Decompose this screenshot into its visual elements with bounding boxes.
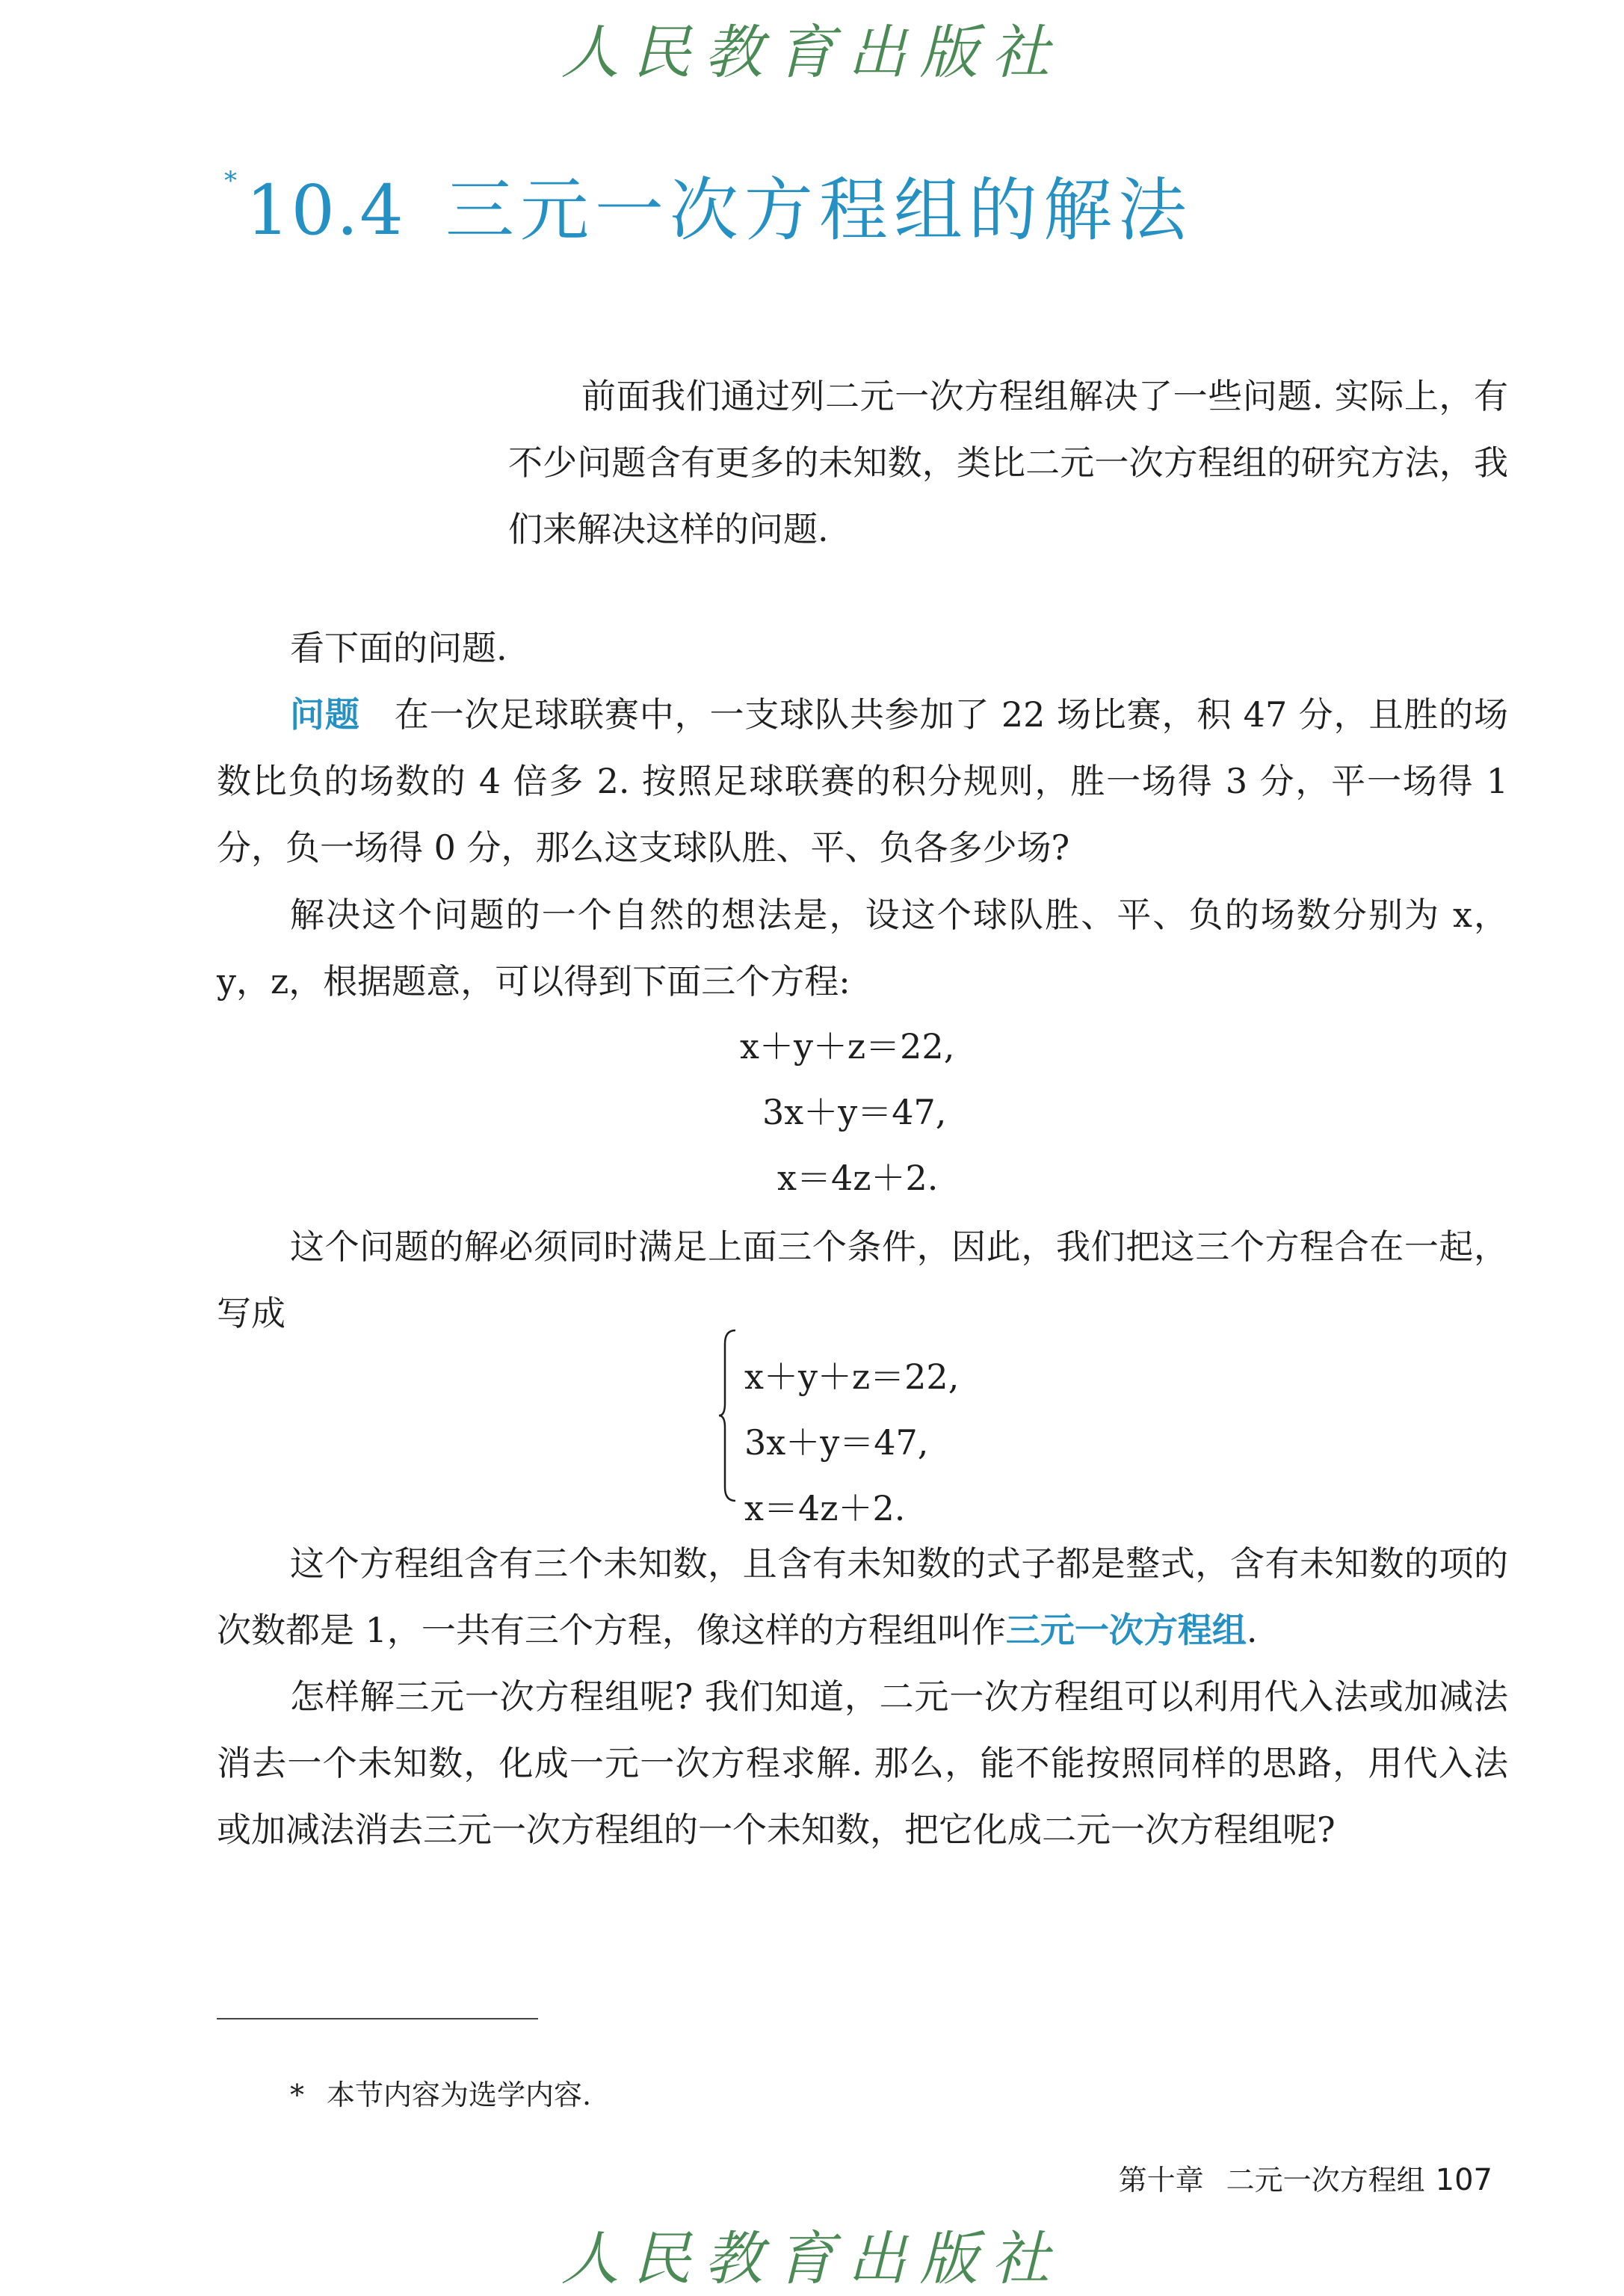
question-paragraph: 怎样解三元一次方程组呢? 我们知道，二元一次方程组可以利用代入法或加减法消去一个未知数，化成一元一次方程求解. 那么，能不能按照同样的思路，用代入法或加减法消去三元一次方程组的一个未知数，把它化成二元一次方程组呢? — [217, 1676, 1508, 1850]
combine-paragraph: 这个问题的解必须同时满足上面三个条件，因此，我们把这三个方程合在一起，写成 — [217, 1226, 1508, 1333]
problem-text: 在一次足球联赛中，一支球队共参加了 22 场比赛，积 47 分，且胜的场数比负的场数的 4 倍多 2. 按照足球联赛的积分规则，胜一场得 3 分，平一场得 1 分，负一场得 0 分，那么这支球队胜、平、负各多少场? — [217, 694, 1509, 868]
chapter-title: 二元一次方程组 — [1226, 2164, 1425, 2197]
publisher-watermark-bottom: 人民教育出版社 — [561, 2226, 1063, 2293]
equation-1: x＋y＋z＝22, — [740, 1026, 955, 1067]
optional-section-marker: * — [224, 166, 243, 196]
system-equation-2: 3x＋y＝47, — [744, 1422, 929, 1463]
system-brace — [719, 1329, 737, 1502]
problem-paragraph — [217, 682, 1508, 881]
definition-text: 这个方程组含有三个未知数，且含有未知数的式子都是整式，含有未知数的项的次数都是 1，一共有三个方程，像这样的方程组叫作 — [217, 1543, 1508, 1650]
idea-paragraph: 解决这个问题的一个自然的想法是，设这个球队胜、平、负的场数分别为 x，y，z，根据题意，可以得到下面三个方程: — [217, 895, 1508, 1002]
definition-term: 三元一次方程组 — [1005, 1610, 1247, 1650]
section-title — [224, 155, 1193, 254]
footnote-marker: * — [290, 2079, 304, 2111]
system-equation-1: x＋y＋z＝22, — [744, 1357, 960, 1397]
problem-label: 问题 — [290, 694, 360, 735]
section-number: 10.4 — [246, 170, 405, 250]
look-below-line: 看下面的问题. — [290, 628, 507, 668]
intro-paragraph: 前面我们通过列二元一次方程组解决了一些问题. 实际上，有不少问题含有更多的未知数，类比二元一次方程组的研究方法，我们来解决这样的问题. — [508, 376, 1508, 549]
chapter-label: 第十章 — [1118, 2164, 1204, 2197]
page-footer — [1119, 2157, 1492, 2198]
footnote — [290, 2072, 591, 2113]
publisher-watermark-top: 人民教育出版社 — [561, 19, 1063, 87]
footnote-divider — [217, 2018, 538, 2019]
system-equation-3: x＝4z＋2. — [744, 1488, 906, 1528]
definition-paragraph — [217, 1531, 1508, 1664]
section-title-text: 三元一次方程组的解法 — [445, 170, 1193, 250]
equation-3: x＝4z＋2. — [777, 1158, 939, 1198]
footnote-text: 本节内容为选学内容. — [327, 2079, 592, 2111]
page-number: 107 — [1435, 2163, 1492, 2197]
definition-end: . — [1246, 1610, 1258, 1650]
equation-2: 3x＋y＝47, — [762, 1092, 947, 1132]
